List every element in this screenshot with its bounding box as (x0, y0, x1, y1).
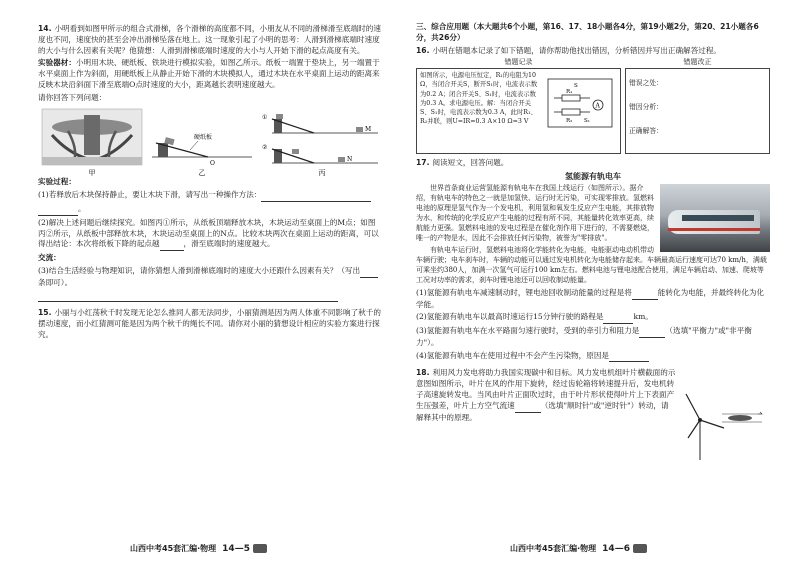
q14-step1: (1)若释放后木块保持静止，要让木块下滑，请写出一种操作方法： (38, 190, 382, 202)
svg-text:①: ① (262, 114, 268, 122)
wind-turbine-diagram (678, 392, 766, 462)
answer-blank[interactable] (261, 190, 371, 202)
q14-process-label: 实验过程： (38, 177, 76, 187)
svg-text:O: O (210, 160, 215, 168)
answer-blank[interactable] (38, 204, 78, 216)
q18-text: 18. 利用风力发电将助力我国实现碳中和目标。风力发电机组叶片横截面的示意图如图所示，叶片在风的作用下旋转，经过齿轮箱将转速提升后，发电机转子高速旋转发电。当风由叶片正面吹过时，由于叶片形状使得叶片上下表面产生压强差，叶片上方空气流速 （选填"顺时针"或"逆时针"）转动，请解释其中的原理。 (416, 368, 676, 422)
q14-design: 实验器材：小明用木块、硬纸板、铁块进行模拟实验，如图乙所示。纸板一端置于垫块上，另一端置于水平桌面上作为斜面，用硬纸板上从静止开始下滑的木块模拟人，通过木块在水平桌面上运动的距离来反映木块沿斜面下滑至底端O点时速度的大小，距离越长表明速度越大。 (38, 58, 380, 89)
q14-exchange-label: 交流： (38, 253, 61, 263)
error-record-box: 如图所示，电源电压恒定，R₁的电阻为10 Ω，当闭合开关S，断开S₁时，电流表示数为0.2 A；闭合开关S、S₁时，电流表示数为0.3 A。求电源电压。解：当闭合开关S、S₁时，电流表示数为0.3 A，此时R₁、R₂并联，则U=IR=0.3 A×10 Ω=3 V A R₁ R₂ S S₁ (416, 68, 621, 154)
incline-yi (152, 133, 252, 167)
left-footer: 山西中考45套汇编·物理 14—5 (130, 543, 267, 556)
publisher-logo-icon (253, 544, 267, 553)
error-fix-box: 错误之处： 错因分析： 正确解答： (625, 68, 770, 154)
q16-text: 16. 小明在错题本记录了如下错题，请你帮助他找出错因，分析错因并写出正确解答过程。 (416, 45, 722, 55)
q17-sub2: (2)氢能源有轨电车以最高时速运行15分钟行驶的路程是 km。 (416, 312, 770, 324)
svg-text:N: N (347, 156, 353, 164)
right-footer: 山西中考45套汇编·物理 14—6 (510, 543, 647, 556)
answer-blank[interactable] (160, 239, 184, 251)
right-page (400, 0, 800, 566)
article-title: 氢能源有轨电车 (565, 172, 621, 182)
q17-sub4: (4)氢能源有轨电车在使用过程中不会产生污染物，原因是 (416, 351, 770, 363)
svg-text:S₁: S₁ (584, 118, 590, 125)
q14-figures (38, 105, 382, 177)
answer-blank[interactable] (515, 401, 541, 413)
incline-bing (262, 114, 378, 163)
fig-bing-label: 丙 (318, 169, 326, 178)
section-heading: 三、综合应用题（本大题共6个小题，第16、17、18小题各4分，第19小题2分，第20、21小题各6分，共26分） (416, 22, 759, 42)
error-fix-heading: 错题改正 (683, 58, 712, 67)
q17-text: 17. 阅读短文，回答问题。 (416, 158, 509, 168)
svg-text:R₂: R₂ (566, 118, 573, 125)
answer-blank[interactable] (603, 312, 633, 324)
q17-sub1: (1)氢能源有轨电车减速制动时，锂电池回收制动能量的过程是将 能转化为电能，并最终转化为化学能。 (416, 287, 765, 309)
answer-blank[interactable] (360, 266, 378, 278)
answer-blank[interactable] (609, 351, 649, 363)
q14-intro: 14. 小明看到如图甲所示的组合式滑梯，各个滑梯的高度都不同，小朋友从不同的滑梯滑至底端时的速度也不同，速度快的甚至会冲出滑梯坠落在地上。这一现象引起了小明的思考：人滑到滑梯底端时速度的大小与什么因素有关呢？他猜想：人滑到滑梯底端时速度的大小与人开始下滑的起点高度有关。 (38, 24, 381, 55)
fig-yi-label: 乙 (198, 169, 206, 178)
answer-line[interactable] (38, 291, 338, 303)
publisher-logo-icon (633, 544, 647, 553)
error-record-heading: 错题记录 (504, 58, 533, 67)
article-body-2: 有轨电车运行时，氢燃料电池将化学能转化为电能，电能驱动电动机带动车辆行驶；电车刹车时，车辆的动能可以通过发电机转化为电能储存起来。车辆最高运行速度可达70 km/h，满载可乘坐约380人，加满一次氢气可运行100 km左右。燃料电池与锂电池配合使用，满足车辆启动、加速、爬坡等工况对功率的需求，刹车时锂电池还可以回收制动能量。 (416, 246, 767, 284)
q15: 15. 小丽与小红荡秋千时发现无论怎么推同人都无法同步，小丽猜测是因为两人体重不同影响了秋千的摆动速度，而小红猜测可能是因为两个秋千的绳长不同。请你对小丽的猜想设计相应的实验方案进行探究。 (38, 308, 381, 339)
svg-text:硬纸板: 硬纸板 (194, 134, 213, 142)
svg-text:M: M (365, 126, 372, 134)
answer-blank[interactable] (639, 326, 665, 338)
left-page: 14. 小明看到如图甲所示的组合式滑梯，各个滑梯的高度都不同，小朋友从不同的滑梯滑至底端时的速度也不同，速度快的甚至会冲出滑梯坠落在地上。这一现象引起了小明的思考：人滑到滑梯底端时速度的大小与什么因素有关呢？他猜想：人滑到滑梯底端时速度的大小与人开始下滑的起点高度有关。 实验器材：小明用木块、硬纸板、铁块进行模拟实验，如图乙所示。纸板一端置于垫块上，另一端置于水平桌面上作为斜面，用硬纸板上从静止开始下滑的木块模拟人，通过木块在水平桌面上运动的距离来反映木块沿斜面下滑至底端O点时速度的大小，距离越长表明速度越大。 请你回答下列问题： 甲 O 硬纸板 乙 ① M ② N 丙 实验过程： (1)若释放后木块保持静止，要让木块下滑，请写出一种操作方法： 。 (2)解决上述问题后继续探究。如图丙①所示，从纸板顶端释放木块，木块运动至桌面上的M点；如图丙②所示，从纸板中部释放木块，木块运动至桌面上的N点。比较木块两次在桌面上运动的距离，可以得出结论：本次将纸板下降的起点越 ，滑至底端时的速度越大。 交流： (3)结合生活经验与物理知识，请你猜想人滑到滑梯底端时的速度大小还跟什么因素有关？（写出 条即可）。 15. 小丽与小红荡秋千时发现无论怎么推同人都无法同步，小丽猜测是因为两人体重不同影响了秋千的摆动速度，而小红猜测可能是因为两个秋千的绳长不同。请你对小丽的猜想设计相应的实验方案进行探究。 山西中考45套汇编·物理 14—5 (38, 24, 381, 555)
q14-step2: (2)解决上述问题后继续探究。如图丙①所示，从纸板顶端释放木块，木块运动至桌面上的M点；如图丙②所示，从纸板中部释放木块，木块运动至桌面上的N点。比较木块两次在桌面上运动的距离，可以得出结论：本次将纸板下降的起点越 ，滑至底端时的速度越大。 (38, 218, 382, 251)
svg-text:②: ② (262, 144, 268, 152)
svg-text:A: A (595, 102, 600, 110)
q16-error-table (416, 58, 770, 154)
q14-figure-prompt: 请你回答下列问题： (38, 92, 107, 102)
answer-blank[interactable] (632, 288, 658, 300)
article-body: 世界首条商业运营氢能源有轨电车在我国上线运行（如图所示）。据介绍，有轨电车的特色之一就是加氢快、运行时无污染，可实现零排放。氢燃料电池的原理是氢气作为一个发电机，利用氢和氧发生反应产生电能，其排放物为水，和传统的化学反应产生电能的过程有所不同，其能量转化效率更高，续航能力更强。氢燃料电池的发电过程是在催化剂作用下进行的，不需要燃烧，唯一的产物是水，因此不会排放任何污染物，被誉为"零排放"。 (416, 184, 654, 243)
svg-text:S: S (574, 83, 578, 90)
circuit-diagram (544, 75, 616, 131)
tram-photo (660, 184, 770, 252)
slide-picture (42, 109, 142, 165)
q17-sub3: (3)氢能源有轨电车在水平路面匀速行驶时，受到的牵引力和阻力是 （选填"平衡力"或"非平衡力"）。 (416, 326, 752, 347)
fig-jia-label: 甲 (88, 169, 96, 178)
q14-step3: (3)结合生活经验与物理知识，请你猜想人滑到滑梯底端时的速度大小还跟什么因素有关？（写出 条即可）。 (38, 266, 382, 289)
svg-text:R₁: R₁ (566, 89, 573, 96)
